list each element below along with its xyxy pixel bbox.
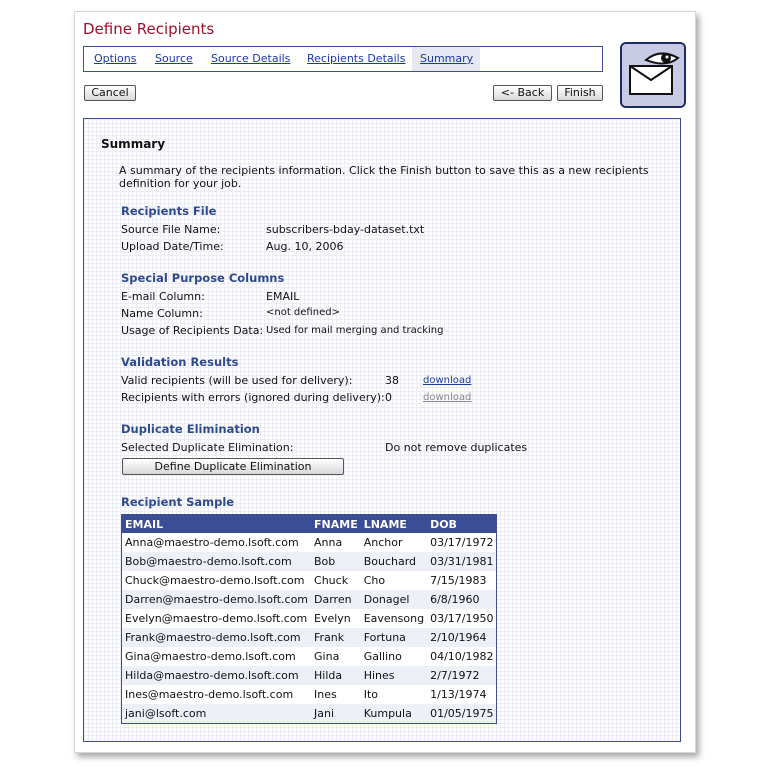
fname-cell: Gina [311,647,361,666]
dob-cell: 03/17/1972 [427,533,497,552]
dob-cell: 04/10/1982 [427,647,497,666]
email-cell: Ines@maestro-demo.lsoft.com [122,685,312,704]
fname-cell: Jani [311,704,361,724]
usage-value: Used for mail merging and tracking [266,325,444,336]
table-row [122,666,497,685]
table-row [122,590,497,609]
lname-cell: Bouchard [361,552,427,571]
error-recipients-count: 0 [385,391,392,404]
recipients-logo-icon [620,42,686,108]
finish-button[interactable]: Finish [557,85,603,101]
source-file-label: Source File Name: [121,223,221,236]
table-row [122,609,497,628]
table-row [122,628,497,647]
lname-cell: Donagel [361,590,427,609]
dob-cell: 1/13/1974 [427,685,497,704]
email-cell: Gina@maestro-demo.lsoft.com [122,647,312,666]
lname-cell: Fortuna [361,628,427,647]
email-cell: Hilda@maestro-demo.lsoft.com [122,666,312,685]
dob-cell: 2/7/1972 [427,666,497,685]
tab-source-details[interactable]: Source Details [211,52,291,65]
email-column-value: EMAIL [266,290,300,303]
email-cell: Bob@maestro-demo.lsoft.com [122,552,312,571]
wizard-page [74,11,696,753]
recipient-sample-heading: Recipient Sample [121,495,235,509]
name-column-value: <not defined> [266,307,340,318]
lname-cell: Cho [361,571,427,590]
summary-heading: Summary [101,137,166,151]
source-file-value: subscribers-bday-dataset.txt [266,223,425,236]
fname-cell: Anna [311,533,361,552]
column-header-email: EMAIL [122,515,312,534]
recipient-sample-table [121,514,497,724]
tab-source[interactable]: Source [155,52,193,65]
summary-intro-cont: definition for your job. [119,177,242,190]
table-header-row [122,515,497,534]
lname-cell: Anchor [361,533,427,552]
lname-cell: Kumpula [361,704,427,724]
dob-cell: 01/05/1975 [427,704,497,724]
back-button[interactable]: <- Back [493,85,552,101]
lname-cell: Ito [361,685,427,704]
email-column-label: E-mail Column: [121,290,205,303]
error-recipients-label: Recipients with errors (ignored during delivery): [121,391,385,404]
validation-heading: Validation Results [121,355,239,369]
fname-cell: Evelyn [311,609,361,628]
upload-date-label: Upload Date/Time: [121,240,224,253]
lname-cell: Hines [361,666,427,685]
email-cell: Chuck@maestro-demo.lsoft.com [122,571,312,590]
column-header-lname: LNAME [361,515,427,534]
table-row [122,704,497,724]
duplicates-heading: Duplicate Elimination [121,422,260,436]
cancel-button[interactable]: Cancel [84,85,136,101]
fname-cell: Hilda [311,666,361,685]
duplicate-selected-label: Selected Duplicate Elimination: [121,441,294,454]
name-column-label: Name Column: [121,307,203,320]
dob-cell: 7/15/1983 [427,571,497,590]
page-title: Define Recipients [83,20,215,38]
recipients-file-heading: Recipients File [121,204,217,218]
dob-cell: 6/8/1960 [427,590,497,609]
summary-intro: A summary of the recipients information. Click the Finish button to save this as a new recipients [119,164,649,177]
valid-download-link[interactable]: download [423,375,472,386]
dob-cell: 03/31/1981 [427,552,497,571]
duplicate-selected-value: Do not remove duplicates [385,441,528,454]
email-cell: Anna@maestro-demo.lsoft.com [122,533,312,552]
tab-recipients-details[interactable]: Recipients Details [307,52,406,65]
tab-options[interactable]: Options [94,52,137,65]
dob-cell: 2/10/1964 [427,628,497,647]
fname-cell: Bob [311,552,361,571]
email-cell: Evelyn@maestro-demo.lsoft.com [122,609,312,628]
usage-label: Usage of Recipients Data: [121,324,264,337]
valid-recipients-label: Valid recipients (will be used for delivery): [121,374,353,387]
tab-summary[interactable]: Summary [412,47,480,71]
upload-date-value: Aug. 10, 2006 [266,240,344,253]
email-cell: Darren@maestro-demo.lsoft.com [122,590,312,609]
column-header-fname: FNAME [311,515,361,534]
table-row [122,647,497,666]
table-row [122,533,497,552]
email-cell: jani@lsoft.com [122,704,312,724]
table-row [122,685,497,704]
lname-cell: Gallino [361,647,427,666]
wizard-tab-bar [83,46,603,72]
errors-download-link: download [423,392,472,403]
table-row [122,552,497,571]
column-header-dob: DOB [427,515,497,534]
fname-cell: Chuck [311,571,361,590]
fname-cell: Ines [311,685,361,704]
define-duplicate-elimination-button[interactable]: Define Duplicate Elimination [122,458,344,475]
fname-cell: Frank [311,628,361,647]
valid-recipients-count: 38 [385,374,399,387]
fname-cell: Darren [311,590,361,609]
table-row [122,571,497,590]
lname-cell: Eavensong [361,609,427,628]
summary-panel [83,118,681,742]
special-columns-heading: Special Purpose Columns [121,271,285,285]
email-cell: Frank@maestro-demo.lsoft.com [122,628,312,647]
dob-cell: 03/17/1950 [427,609,497,628]
